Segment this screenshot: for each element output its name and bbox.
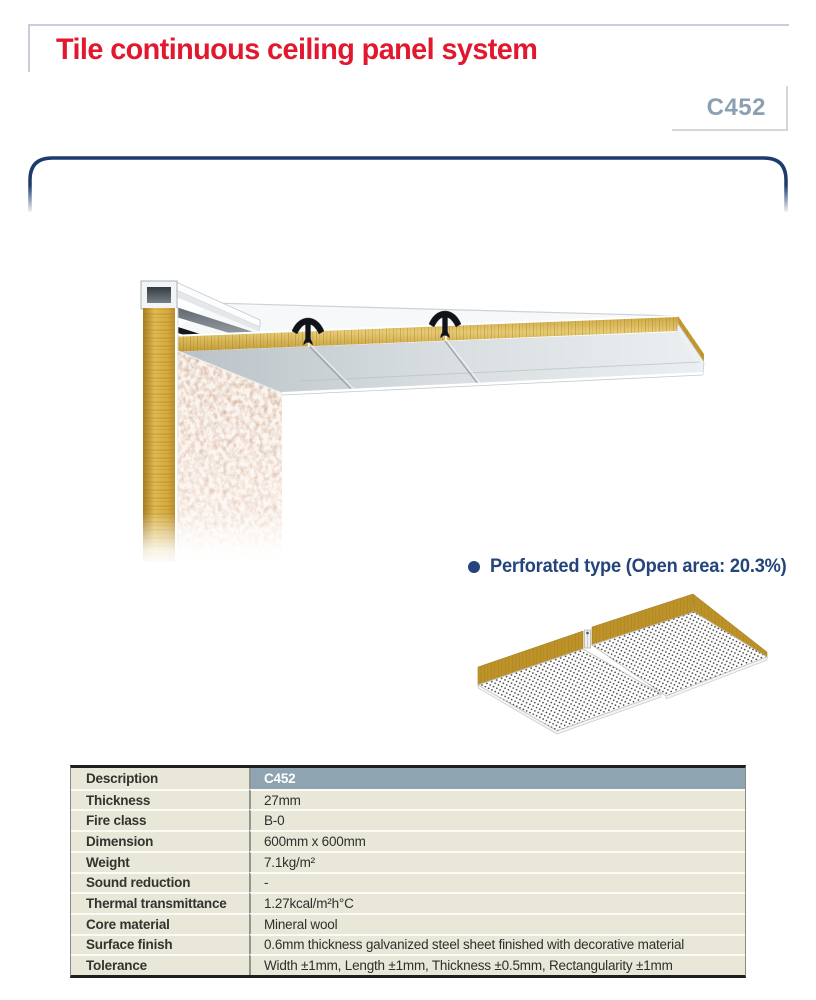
- table-row-value: -: [249, 872, 745, 893]
- table-row-value: 1.27kcal/m²h°C: [249, 892, 745, 913]
- page-title-box: [28, 24, 789, 72]
- table-row-value: B-0: [249, 809, 745, 830]
- table-row-value: 0.6mm thickness galvanized steel sheet finished with decorative material: [249, 934, 745, 955]
- table-row-label: Core material: [71, 913, 249, 934]
- spec-table: [70, 765, 746, 978]
- panel-joint-clip-icon: [585, 630, 591, 648]
- table-row-label: Thickness: [71, 789, 249, 810]
- table-row-label: Weight: [71, 851, 249, 872]
- table-row-label: Description: [86, 770, 159, 786]
- perforated-label: Perforated type (Open area: 20.3%): [490, 556, 787, 577]
- table-row-label: Dimension: [71, 830, 249, 851]
- table-row-label: Tolerance: [71, 954, 249, 975]
- perforated-caption: [468, 556, 799, 578]
- product-code: C452: [706, 93, 766, 121]
- table-row-value: C452: [249, 768, 745, 789]
- table-row-value: Width ±1mm, Length ±1mm, Thickness ±0.5mm, Rectangularity ±1mm: [249, 954, 745, 975]
- ceiling-panel-illustration: [138, 281, 704, 568]
- table-row-label: Sound reduction: [71, 872, 249, 893]
- perforated-panel-illustration: [478, 594, 767, 734]
- table-row-value: 7.1kg/m²: [249, 851, 745, 872]
- bullet-icon: [468, 561, 480, 573]
- table-row-value: 27mm: [249, 789, 745, 810]
- table-row-label: Surface finish: [71, 934, 249, 955]
- top-bracket-border: [30, 158, 786, 212]
- table-row-value: Mineral wool: [249, 913, 745, 934]
- page-title: Tile continuous ceiling panel system: [56, 33, 538, 66]
- table-row-label: Fire class: [71, 809, 249, 830]
- table-row-value: 600mm x 600mm: [249, 830, 745, 851]
- table-row-label: Thermal transmittance: [71, 892, 249, 913]
- product-code-box: [672, 86, 788, 131]
